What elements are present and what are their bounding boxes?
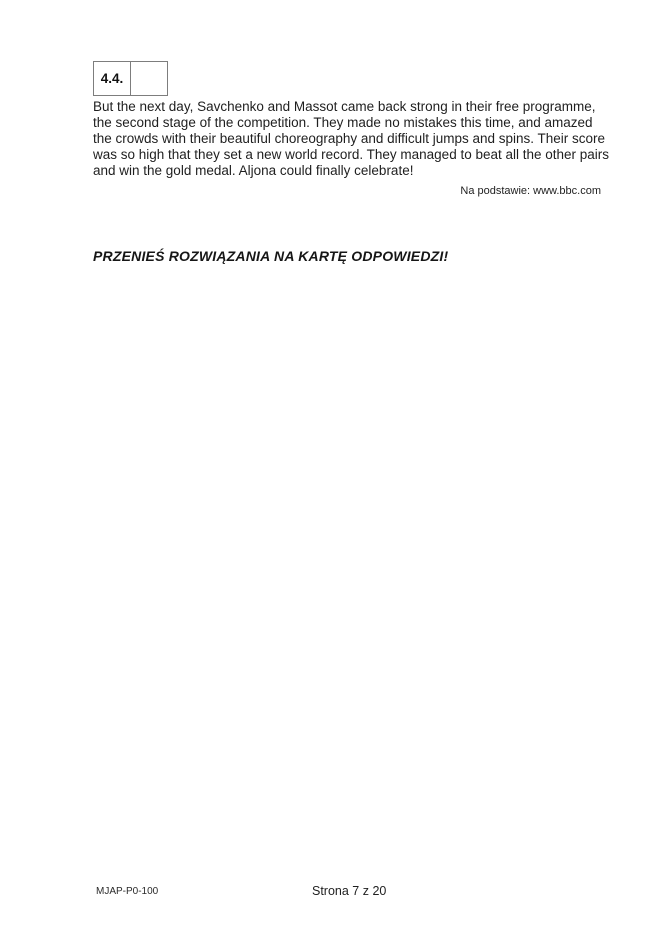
passage-line: But the next day, Savchenko and Massot came back strong in their free programme, <box>93 99 596 114</box>
passage-line: and win the gold medal. Aljona could finally celebrate! <box>93 163 414 178</box>
question-number-label: 4.4. <box>93 61 131 96</box>
exam-sheet-code: MJAP-P0-100 <box>96 886 159 897</box>
question-answer-box <box>130 61 168 96</box>
passage-line: the crowds with their beautiful choreography and difficult jumps and spins. Their score <box>93 131 606 146</box>
page-number-label: Strona 7 z 20 <box>312 884 387 898</box>
transfer-answers-note: PRZENIEŚ ROZWIĄZANIA NA KARTĘ ODPOWIEDZI! <box>93 248 449 264</box>
passage-line: was so high that they set a new world record. They managed to beat all the other pairs <box>93 147 610 162</box>
question-4-4-box <box>93 61 168 96</box>
passage-line: the second stage of the competition. They made no mistakes this time, and amazed <box>93 115 593 130</box>
source-attribution: Na podstawie: www.bbc.com <box>460 185 601 197</box>
reading-passage <box>93 99 609 179</box>
